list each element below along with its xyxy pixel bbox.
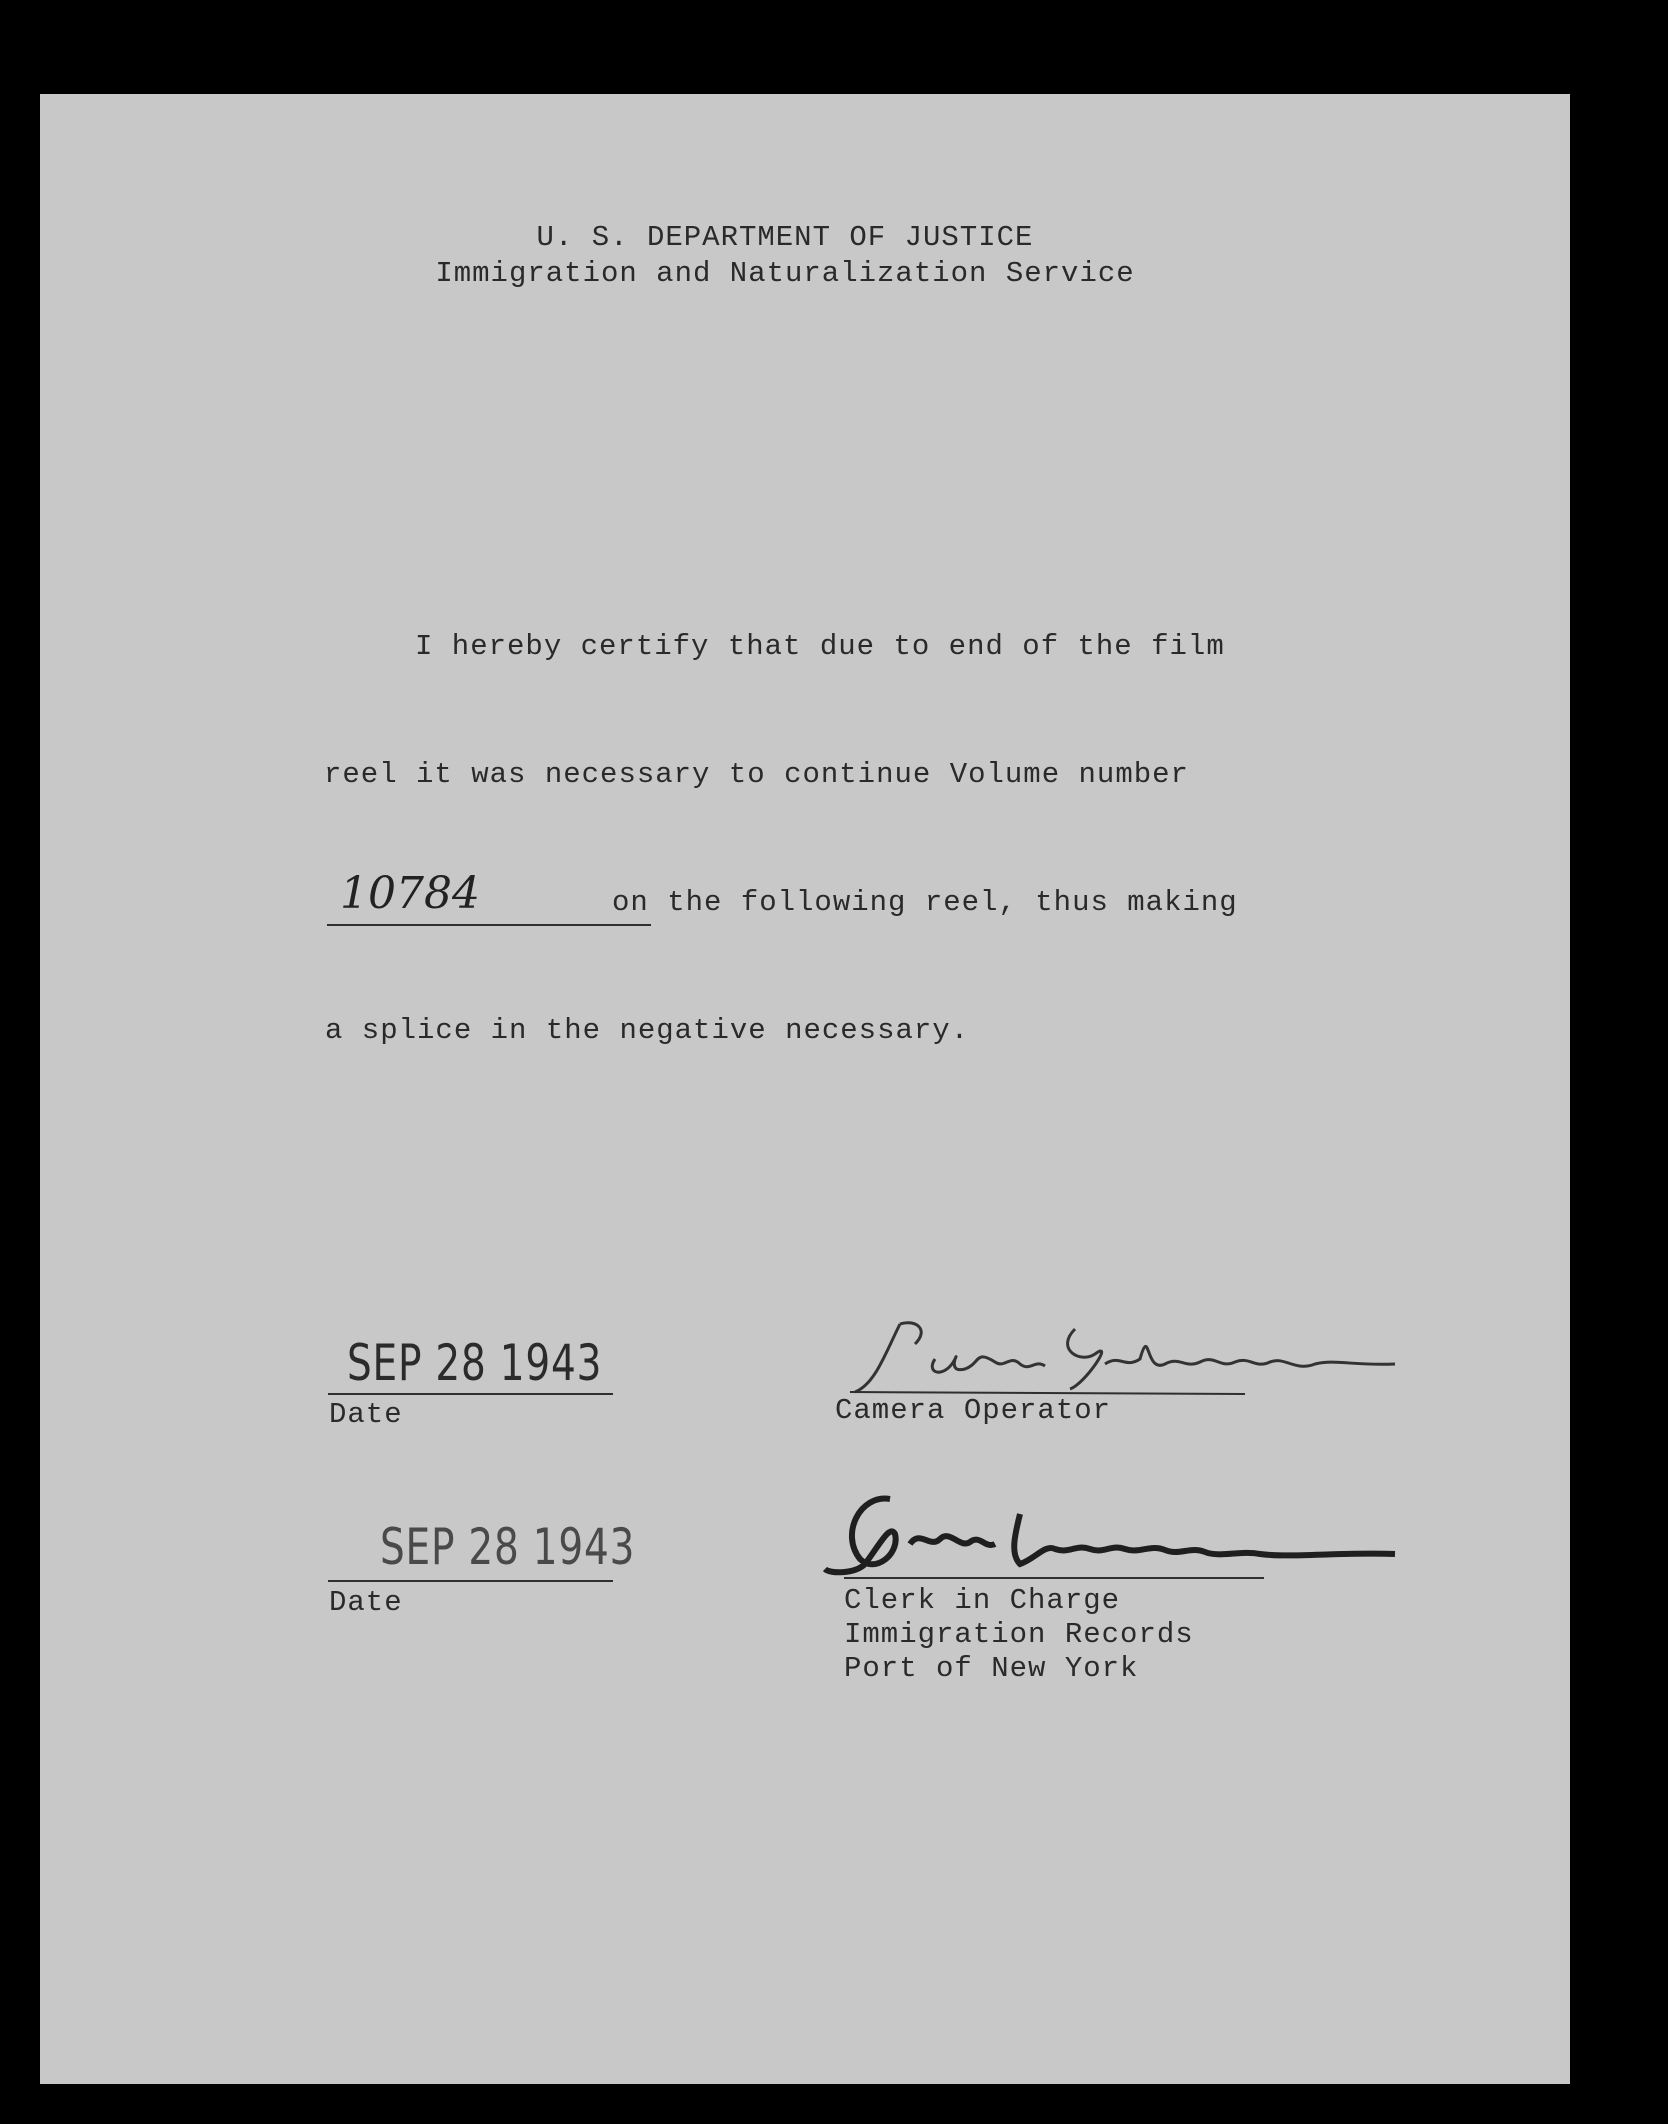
date-label-2: Date xyxy=(329,1586,403,1619)
department-heading: U. S. DEPARTMENT OF JUSTICE xyxy=(536,221,1034,254)
date-stamp-1: SEP 28 1943 xyxy=(347,1334,603,1392)
clerk-signature xyxy=(820,1474,1400,1594)
certify-line-2: reel it was necessary to continue Volume number xyxy=(324,758,1189,791)
certify-line-3: on the following reel, thus making xyxy=(612,886,1238,919)
camera-operator-label: Camera Operator xyxy=(835,1394,1112,1427)
date-label-1: Date xyxy=(329,1398,403,1431)
date-line-2 xyxy=(328,1580,613,1582)
volume-number-underline xyxy=(327,924,651,926)
clerk-title-line-3: Port of New York xyxy=(844,1652,1139,1685)
certify-line-4: a splice in the negative necessary. xyxy=(325,1014,970,1047)
certify-line-1: I hereby certify that due to end of the film xyxy=(415,630,1225,663)
date-line-1 xyxy=(328,1393,613,1395)
camera-operator-signature xyxy=(845,1314,1405,1404)
clerk-title-line-1: Clerk in Charge xyxy=(844,1584,1121,1617)
clerk-title-line-2: Immigration Records xyxy=(844,1618,1194,1651)
volume-number-handwritten: 10784 xyxy=(340,868,480,919)
date-stamp-2: SEP 28 1943 xyxy=(380,1518,636,1576)
clerk-signature-line xyxy=(844,1577,1264,1579)
letterhead xyxy=(40,220,1570,292)
document-page xyxy=(40,94,1570,2084)
service-heading: Immigration and Naturalization Service xyxy=(435,257,1135,290)
